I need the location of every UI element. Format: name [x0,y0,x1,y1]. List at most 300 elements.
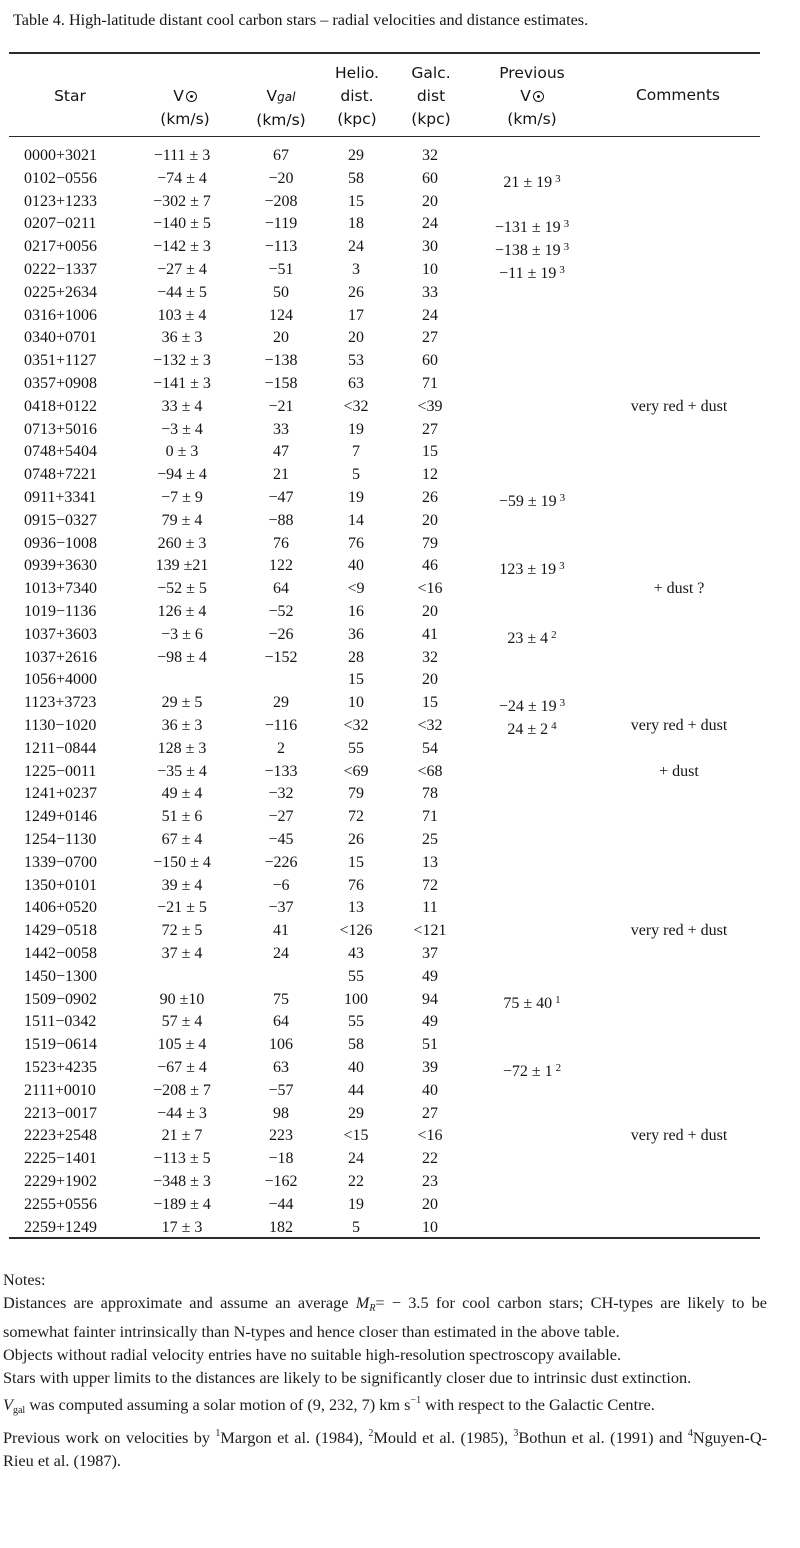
star-cell: 1249+0146 [24,808,98,826]
galc-dist-cell: 46 [422,557,438,575]
star-cell: 1241+0237 [24,785,98,803]
v-sun-cell: 51 ± 6 [161,808,203,826]
helio-dist-cell: 13 [348,899,364,917]
galc-dist-cell: <16 [417,1127,443,1145]
helio-dist-cell: <126 [339,922,373,940]
v-sun-cell: 260 ± 3 [157,534,207,552]
helio-dist-cell: 3 [352,261,360,278]
star-cell: 0748+5404 [24,443,98,461]
previous-v-cell: 75 ± 40 $^1$ [503,993,561,1012]
table-header-rule [9,136,760,137]
star-cell: 1450−1300 [24,967,98,985]
helio-dist-cell: 19 [348,1195,364,1213]
star-cell: 1406+0520 [24,899,98,917]
galc-dist-cell: 78 [422,785,438,803]
table-row [0,464,800,486]
galc-dist-cell: 79 [422,534,438,552]
galc-dist-cell: <121 [413,922,447,940]
galc-dist-cell: 54 [422,739,438,757]
v-gal-cell: 64 [273,580,289,598]
v-gal-cell: 24 [273,945,289,962]
comment-cell: very red + dust [630,922,728,940]
table-row [0,168,800,190]
v-sun-cell: 103 ± 4 [157,306,207,324]
note-vgal: $V_{gal}$ was computed assuming a solar motion of (9, 232, 7) km $s^{-1}$ with respect to the Galactic Centre. [3,1395,655,1416]
galc-dist-cell: 71 [422,808,438,826]
table-row [0,806,800,828]
v-sun-cell: −7 ± 9 [161,489,203,506]
sun-symbol-icon [533,91,544,102]
v-gal-cell: −152 [264,648,298,666]
previous-v-cell: −24 ± 19 $^3$ [498,697,566,716]
reference-marker: 3 [559,492,566,504]
helio-dist-cell: <69 [343,762,369,780]
helio-dist-cell: 53 [348,352,364,370]
reference-marker: 3 [559,560,565,573]
v-gal-cell: 76 [273,534,289,552]
helio-dist-cell: 72 [348,808,364,826]
reference-marker: 2 [551,628,557,641]
table-row [0,1125,800,1147]
v-sun-cell: −150 ± 4 [153,853,211,871]
helio-dist-cell: 76 [348,534,364,552]
table-row [0,875,800,897]
v-gal-cell: 2 [277,739,285,757]
v-sun-cell: 49 ± 4 [161,785,203,803]
v-sun-cell: 36 ± 3 [161,717,203,734]
helio-dist-cell: <32 [343,397,369,415]
galc-dist-cell: 12 [422,466,438,484]
galc-dist-cell: 33 [422,283,438,301]
v-sun-cell: −113 ± 5 [153,1150,211,1168]
galc-dist-cell: 24 [422,215,438,233]
galc-dist-cell: 24 [422,306,438,324]
galc-dist-cell: 13 [422,853,438,871]
v-gal-cell: 41 [273,922,289,940]
helio-dist-cell: 44 [348,1081,364,1099]
v-gal-cell: −162 [264,1173,298,1190]
reference-marker: 3 [559,264,565,276]
star-cell: 0936−1008 [24,534,98,552]
star-cell: 1523+4235 [24,1059,98,1076]
table-row [0,419,800,441]
reference-marker: 3 [555,172,561,185]
star-cell: 0000+3021 [24,147,98,164]
star-cell: 1429−0518 [24,922,98,940]
table-row [0,989,800,1011]
star-cell: 2223+2548 [24,1127,98,1145]
v-gal-cell: −208 [264,192,298,210]
star-cell: 0351+1127 [24,352,97,370]
v-gal-cell: 47 [273,443,289,461]
v-sun-cell: −348 ± 3 [153,1173,211,1190]
v-sun-cell: −44 ± 5 [157,283,207,301]
galc-dist-cell: 11 [422,899,438,917]
v-gal-cell: 29 [273,694,289,712]
v-sun-cell: 79 ± 4 [161,511,203,529]
v-gal-cell: 21 [273,466,289,484]
helio-dist-cell: 26 [348,831,364,848]
table-top-rule [9,52,760,54]
v-sun-cell: 36 ± 3 [161,329,203,347]
v-sun-cell: 37 ± 4 [161,945,203,962]
header-helio-dist: Helio. dist. (kpc) [335,64,379,128]
v-gal-cell: 75 [273,990,289,1008]
v-sun-cell: −189 ± 4 [153,1195,211,1213]
v-gal-cell: −32 [268,785,294,803]
v-gal-cell: 223 [269,1127,293,1145]
helio-dist-cell: 28 [348,648,364,666]
previous-v-cell: 123 ± 19 $^3$ [499,560,565,579]
table-row [0,191,800,213]
galc-dist-cell: 30 [422,238,438,256]
v-gal-cell: −113 [264,238,298,256]
star-cell: 1339−0700 [24,853,98,871]
v-gal-cell: −20 [268,169,294,187]
table-row [0,555,800,577]
v-sun-cell: −67 ± 4 [157,1059,207,1076]
helio-dist-cell: 29 [348,1104,364,1122]
v-gal-cell: 106 [269,1036,293,1054]
table-row [0,783,800,805]
galc-dist-cell: 60 [422,169,438,187]
star-cell: 0713+5016 [24,420,98,438]
table-row [0,601,800,623]
table-row [0,1103,800,1125]
helio-dist-cell: 5 [352,1218,360,1236]
v-gal-cell: 67 [273,147,289,164]
helio-dist-cell: 15 [348,671,364,689]
helio-dist-cell: 55 [348,1013,364,1031]
v-sun-cell: −35 ± 4 [157,762,207,780]
helio-dist-cell: 19 [348,420,364,438]
v-sun-cell: −208 ± 7 [153,1081,211,1099]
galc-dist-cell: 26 [422,489,438,506]
table-row [0,943,800,965]
star-cell: 1211−0844 [24,739,97,757]
galc-dist-cell: <32 [417,717,443,734]
v-sun-cell: −140 ± 5 [153,215,211,233]
v-sun-cell: 39 ± 4 [161,876,203,894]
galc-dist-cell: 72 [422,876,438,894]
star-cell: 0123+1233 [24,192,98,210]
star-cell: 1013+7340 [24,580,98,598]
v-gal-cell: −37 [268,899,294,917]
table-row [0,487,800,509]
star-cell: 1037+3603 [24,625,98,643]
helio-dist-cell: 40 [348,557,364,575]
v-gal-cell: −44 [268,1195,294,1213]
star-cell: 0222−1337 [24,261,98,278]
table-row [0,1148,800,1170]
galc-dist-cell: 27 [422,1104,438,1122]
galc-dist-cell: 60 [422,352,438,370]
galc-dist-cell: <68 [417,762,443,780]
v-gal-cell: −226 [264,853,298,871]
star-cell: 0357+0908 [24,375,98,392]
galc-dist-cell: 32 [422,147,438,164]
reference-marker: 3 [563,218,570,231]
v-sun-cell: 105 ± 4 [157,1036,207,1054]
star-cell: 1225−0011 [24,762,97,780]
table-row [0,829,800,851]
v-sun-cell: 139 ±21 [155,557,209,575]
galc-dist-cell: 71 [422,375,438,392]
v-sun-cell: −27 ± 4 [157,261,207,278]
v-gal-cell: −116 [264,717,298,734]
v-gal-cell: 33 [273,420,289,438]
v-sun-cell: −21 ± 5 [157,899,207,917]
helio-dist-cell: 29 [348,147,364,164]
v-sun-cell: −111 ± 3 [153,147,211,164]
helio-dist-cell: 76 [348,876,364,894]
galc-dist-cell: 49 [422,1013,438,1031]
table-row [0,647,800,669]
star-cell: 2225−1401 [24,1150,98,1168]
table-row [0,396,800,418]
star-cell: 0939+3630 [24,557,98,575]
table-row [0,966,800,988]
reference-marker: 4 [551,720,557,732]
helio-dist-cell: 18 [348,215,364,233]
galc-dist-cell: 15 [422,443,438,461]
helio-dist-cell: 24 [348,238,364,256]
v-sun-cell: 17 ± 3 [161,1218,203,1236]
star-cell: 1254−1130 [24,831,97,848]
galc-dist-cell: 27 [422,420,438,438]
v-sun-cell: −52 ± 5 [157,580,207,598]
galc-dist-cell: 41 [422,625,438,643]
v-sun-cell: −44 ± 3 [157,1104,207,1122]
galc-dist-cell: <39 [417,397,443,415]
star-cell: 2255+0556 [24,1195,98,1213]
helio-dist-cell: 63 [348,375,364,392]
helio-dist-cell: 17 [348,306,364,324]
table-row [0,1011,800,1033]
helio-dist-cell: 100 [344,990,368,1008]
table-row [0,236,800,258]
helio-dist-cell: 19 [348,489,364,506]
v-gal-cell: −6 [272,876,290,894]
v-gal-cell: −51 [268,261,294,278]
v-gal-cell: −158 [264,375,298,392]
comment-cell: very red + dust [630,717,728,734]
star-cell: 0748+7221 [24,466,98,484]
v-sun-cell: −302 ± 7 [153,192,211,210]
previous-v-cell: −131 ± 19 $^3$ [494,218,570,237]
helio-dist-cell: 58 [348,1036,364,1054]
table-row [0,533,800,555]
header-v-sun: V (km/s) [160,87,210,128]
v-gal-cell: −45 [268,831,294,848]
reference-marker: 3 [559,697,566,710]
helio-dist-cell: 40 [348,1059,364,1076]
helio-dist-cell: 55 [348,739,364,757]
star-cell: 2213−0017 [24,1104,98,1122]
v-sun-cell: −132 ± 3 [153,352,211,370]
previous-v-cell: 23 ± 4 $^2$ [507,628,557,647]
comment-cell: very red + dust [630,1127,728,1145]
previous-v-cell: −59 ± 19 $^3$ [498,492,566,510]
header-v-gal: Vgal (km/s) [256,87,306,129]
table-row [0,624,800,646]
galc-dist-cell: 22 [422,1150,438,1168]
v-sun-cell: 21 ± 7 [161,1127,203,1145]
table-notes [3,1268,767,1472]
v-sun-cell: −3 ± 4 [161,420,203,438]
table-row [0,920,800,942]
helio-dist-cell: 36 [348,625,364,643]
helio-dist-cell: 10 [348,694,364,712]
v-sun-cell: 29 ± 5 [161,694,203,712]
v-sun-cell: −141 ± 3 [153,375,211,392]
table-row [0,373,800,395]
galc-dist-cell: 94 [422,990,438,1008]
galc-dist-cell: 23 [422,1173,438,1190]
galc-dist-cell: 51 [422,1036,438,1054]
v-sun-cell: −94 ± 4 [157,466,207,484]
galc-dist-cell: 10 [422,1218,438,1236]
v-gal-cell: −138 [264,352,298,370]
table-row [0,897,800,919]
reference-marker: 2 [555,1062,562,1074]
table-row [0,852,800,874]
star-cell: 0915−0327 [24,511,98,529]
galc-dist-cell: 10 [422,261,438,278]
table-row [0,578,800,600]
v-gal-cell: −57 [268,1081,294,1099]
v-sun-cell: 128 ± 3 [157,739,207,757]
star-cell: 0418+0122 [24,397,98,415]
table-row [0,145,800,167]
star-cell: 1130−1020 [24,717,97,734]
helio-dist-cell: 58 [348,169,364,187]
star-cell: 1350+0101 [24,876,98,894]
v-sun-cell: 0 ± 3 [165,443,199,461]
star-cell: 1056+4000 [24,671,98,689]
helio-dist-cell: 55 [348,967,364,985]
v-gal-cell: −26 [268,625,294,643]
star-cell: 1019−1136 [24,603,97,620]
star-cell: 2229+1902 [24,1173,98,1190]
table-row [0,282,800,304]
galc-dist-cell: 37 [422,945,438,962]
helio-dist-cell: 26 [348,283,364,301]
v-gal-cell: 182 [269,1218,293,1236]
star-cell: 1442−0058 [24,945,98,962]
table-row [0,692,800,714]
note-no-velocity: Objects without radial velocity entries have no suitable high-resolution spectroscopy available. [3,1345,622,1364]
star-cell: 0102−0556 [24,169,98,187]
table-row [0,510,800,532]
v-gal-cell: −27 [268,808,294,826]
note-upper-limits: Stars with upper limits to the distances are likely to be significantly closer due to intrinsic dust extinction. [3,1368,692,1387]
v-gal-cell: −47 [268,489,294,506]
helio-dist-cell: 20 [348,329,364,347]
table-row [0,259,800,281]
v-sun-cell: 67 ± 4 [161,831,203,848]
helio-dist-cell: 43 [348,945,364,962]
table-row [0,669,800,691]
galc-dist-cell: 20 [422,192,438,210]
table-bottom-rule [9,1237,760,1239]
header-previous-v-sun: Previous V (km/s) [499,64,565,128]
star-cell: 0911+3341 [24,489,97,506]
table-row [0,1057,800,1079]
v-gal-cell: 98 [273,1104,289,1122]
helio-dist-cell: <15 [343,1127,369,1145]
previous-v-cell: 24 ± 2 $^4$ [507,720,557,738]
galc-dist-cell: <16 [417,580,443,598]
previous-v-cell: −11 ± 19 $^3$ [499,264,565,282]
v-sun-cell: 90 ±10 [159,990,205,1008]
comment-cell: + dust [659,762,699,780]
v-sun-cell: −142 ± 3 [153,238,211,256]
header-star: Star [54,87,86,105]
star-cell: 1511−0342 [24,1013,97,1031]
table-row [0,1217,800,1239]
galc-dist-cell: 27 [422,329,438,347]
v-sun-cell: −3 ± 6 [161,625,203,643]
star-cell: 0340+0701 [24,329,98,347]
table-row [0,738,800,760]
v-sun-cell: 57 ± 4 [161,1013,203,1031]
v-sun-cell: 72 ± 5 [161,922,203,940]
table-row [0,350,800,372]
star-cell: 2259+1249 [24,1218,98,1236]
helio-dist-cell: 15 [348,192,364,210]
comment-cell: + dust ? [653,580,705,598]
helio-dist-cell: 7 [352,443,360,461]
helio-dist-cell: <32 [343,717,369,734]
v-gal-cell: 122 [269,557,293,575]
v-gal-cell: 20 [273,329,289,347]
table-row [0,1171,800,1193]
v-gal-cell: −21 [268,397,294,415]
table-row [0,305,800,327]
sun-symbol-icon [186,91,197,102]
star-cell: 2111+0010 [24,1081,96,1099]
table-row [0,441,800,463]
header-comments: Comments [635,86,721,104]
table-row [0,213,800,235]
v-sun-cell: −74 ± 4 [157,169,207,187]
v-gal-cell: −18 [268,1150,294,1168]
reference-marker: 3 [563,241,570,254]
v-gal-cell: 124 [269,306,293,324]
star-cell: 0225+2634 [24,283,98,301]
star-cell: 1519−0614 [24,1036,98,1054]
helio-dist-cell: 5 [352,466,360,484]
table-row [0,1080,800,1102]
header-galc-dist: Galc. dist (kpc) [411,64,451,128]
helio-dist-cell: 16 [348,603,364,620]
v-sun-cell: −98 ± 4 [157,648,207,666]
helio-dist-cell: 15 [348,853,364,871]
star-cell: 1123+3723 [24,694,97,712]
star-cell: 0316+1006 [24,306,98,324]
helio-dist-cell: 22 [348,1173,364,1190]
galc-dist-cell: 32 [422,648,438,666]
star-cell: 0207−0211 [24,215,97,233]
note-previous-work: Previous work on velocities by $^1$Margon et al. (1984), $^2$Mould et al. (1985), $^3$Bothun et al. (1991) and $^4$Nguyen-Q-Rieu et al. (1987). [3,1428,768,1470]
galc-dist-cell: 20 [422,511,438,529]
galc-dist-cell: 20 [422,1195,438,1213]
v-sun-cell: 33 ± 4 [161,397,203,415]
table-row [0,1034,800,1056]
table-row [0,761,800,783]
galc-dist-cell: 40 [422,1081,438,1099]
